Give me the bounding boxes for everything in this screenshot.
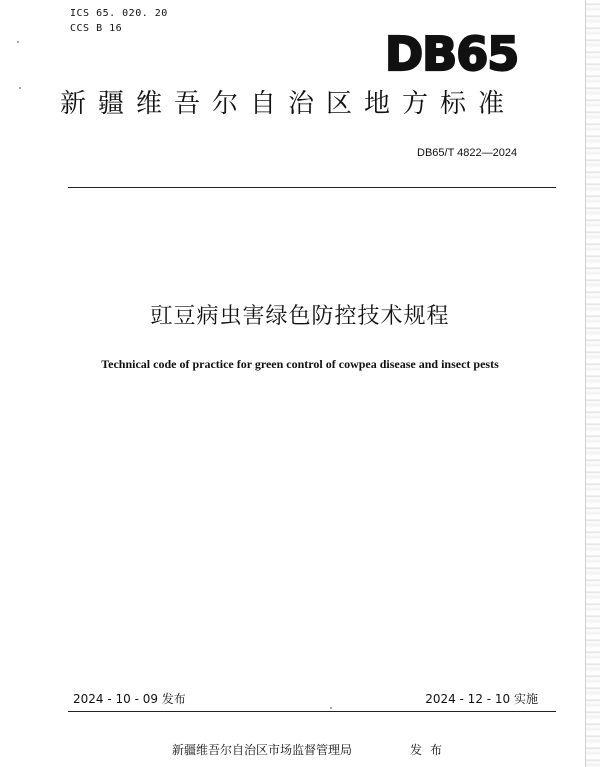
scan-speck bbox=[17, 41, 19, 43]
top-divider bbox=[68, 187, 556, 188]
publisher-name: 新疆维吾尔自治区市场监督管理局 bbox=[172, 743, 353, 757]
db65-logo-text: DB65 bbox=[385, 28, 519, 76]
ics-code: ICS 65. 020. 20 bbox=[70, 8, 168, 19]
standard-title-cn: 豇豆病虫害绿色防控技术规程 bbox=[150, 304, 450, 329]
ccs-code: CCS B 16 bbox=[70, 23, 123, 34]
implement-date: 2024 - 12 - 10 实施 bbox=[425, 692, 538, 706]
publish-label: 发布 bbox=[410, 743, 451, 757]
scan-edge-noise bbox=[586, 0, 600, 767]
db65-logo bbox=[383, 28, 523, 76]
issue-date: 2024 - 10 - 09 发布 bbox=[73, 692, 186, 706]
standard-number: DB65/T 4822—2024 bbox=[417, 147, 518, 159]
bottom-divider bbox=[68, 711, 556, 712]
issuer-title: 新疆维吾尔自治区地方标准 bbox=[60, 89, 517, 119]
scan-speck bbox=[330, 707, 332, 709]
standard-title-en: Technical code of practice for green control of cowpea disease and insect pests bbox=[101, 357, 499, 371]
scan-speck bbox=[19, 87, 21, 89]
